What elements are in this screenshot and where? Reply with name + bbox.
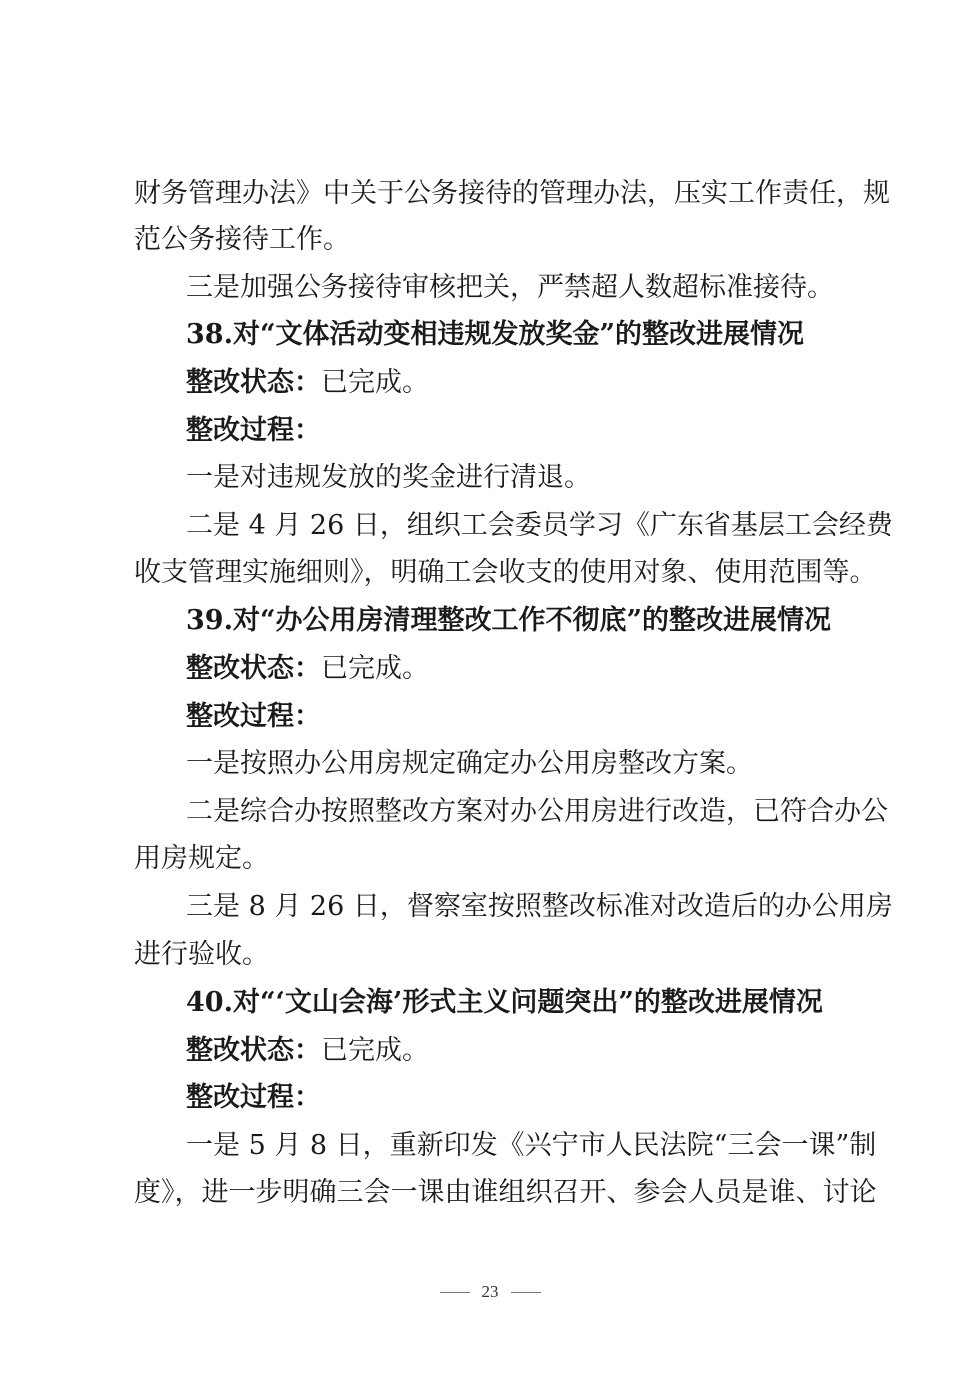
page-footer (0, 1280, 980, 1304)
paragraph-line: 一是按照办公用房规定确定办公用房整改方案。 (186, 748, 753, 779)
status-line (186, 363, 866, 403)
paragraph-line: 范公务接待工作。 (134, 224, 350, 255)
section-heading (186, 601, 866, 641)
process-label: 整改过程： (186, 701, 321, 732)
paragraph-line: 用房规定。 (134, 843, 269, 874)
status-value: 已完成。 (321, 367, 429, 398)
section-heading (186, 315, 866, 355)
process-label: 整改过程： (186, 415, 321, 446)
heading-text: 对“文体活动变相违规发放奖金”的整改进展情况 (232, 319, 805, 350)
heading-number: 39. (186, 605, 233, 636)
status-label: 整改状态： (186, 653, 321, 684)
status-value: 已完成。 (321, 1035, 429, 1066)
paragraph-line: 三是加强公务接待审核把关，严禁超人数超标准接待。 (186, 272, 834, 303)
paragraph-line: 财务管理办法》中关于公务接待的管理办法，压实工作责任，规 (134, 178, 890, 209)
paragraph-line: 一是 5 月 8 日，重新印发《兴宁市人民法院“三会一课”制 (186, 1130, 877, 1161)
paragraph-line: 二是综合办按照整改方案对办公用房进行改造，已符合办公 (186, 796, 888, 827)
paragraph-line: 一是对违规发放的奖金进行清退。 (186, 462, 591, 493)
paragraph-line: 进行验收。 (134, 939, 269, 970)
footer-dash-left (440, 1292, 470, 1293)
status-label: 整改状态： (186, 367, 321, 398)
heading-number: 40. (186, 987, 233, 1018)
status-line (186, 649, 866, 689)
status-line (186, 1031, 866, 1071)
status-label: 整改状态： (186, 1035, 321, 1066)
footer-dash-right (511, 1292, 541, 1293)
page-number: 23 (481, 1282, 499, 1301)
paragraph-line: 二是 4 月 26 日，组织工会委员学习《广东省基层工会经费 (186, 510, 893, 541)
status-value: 已完成。 (321, 653, 429, 684)
section-heading (186, 983, 866, 1023)
paragraph-line: 收支管理实施细则》，明确工会收支的使用对象、使用范围等。 (134, 557, 877, 588)
heading-text: 对“‘文山会海’形式主义问题突出”的整改进展情况 (232, 987, 823, 1018)
process-label: 整改过程： (186, 1082, 321, 1113)
heading-text: 对“办公用房清理整改工作不彻底”的整改进展情况 (232, 605, 832, 636)
heading-number: 38. (186, 319, 233, 350)
paragraph-line: 三是 8 月 26 日，督察室按照整改标准对改造后的办公用房 (186, 891, 893, 922)
paragraph-line: 度》，进一步明确三会一课由谁组织召开、参会人员是谁、讨论 (134, 1177, 877, 1208)
